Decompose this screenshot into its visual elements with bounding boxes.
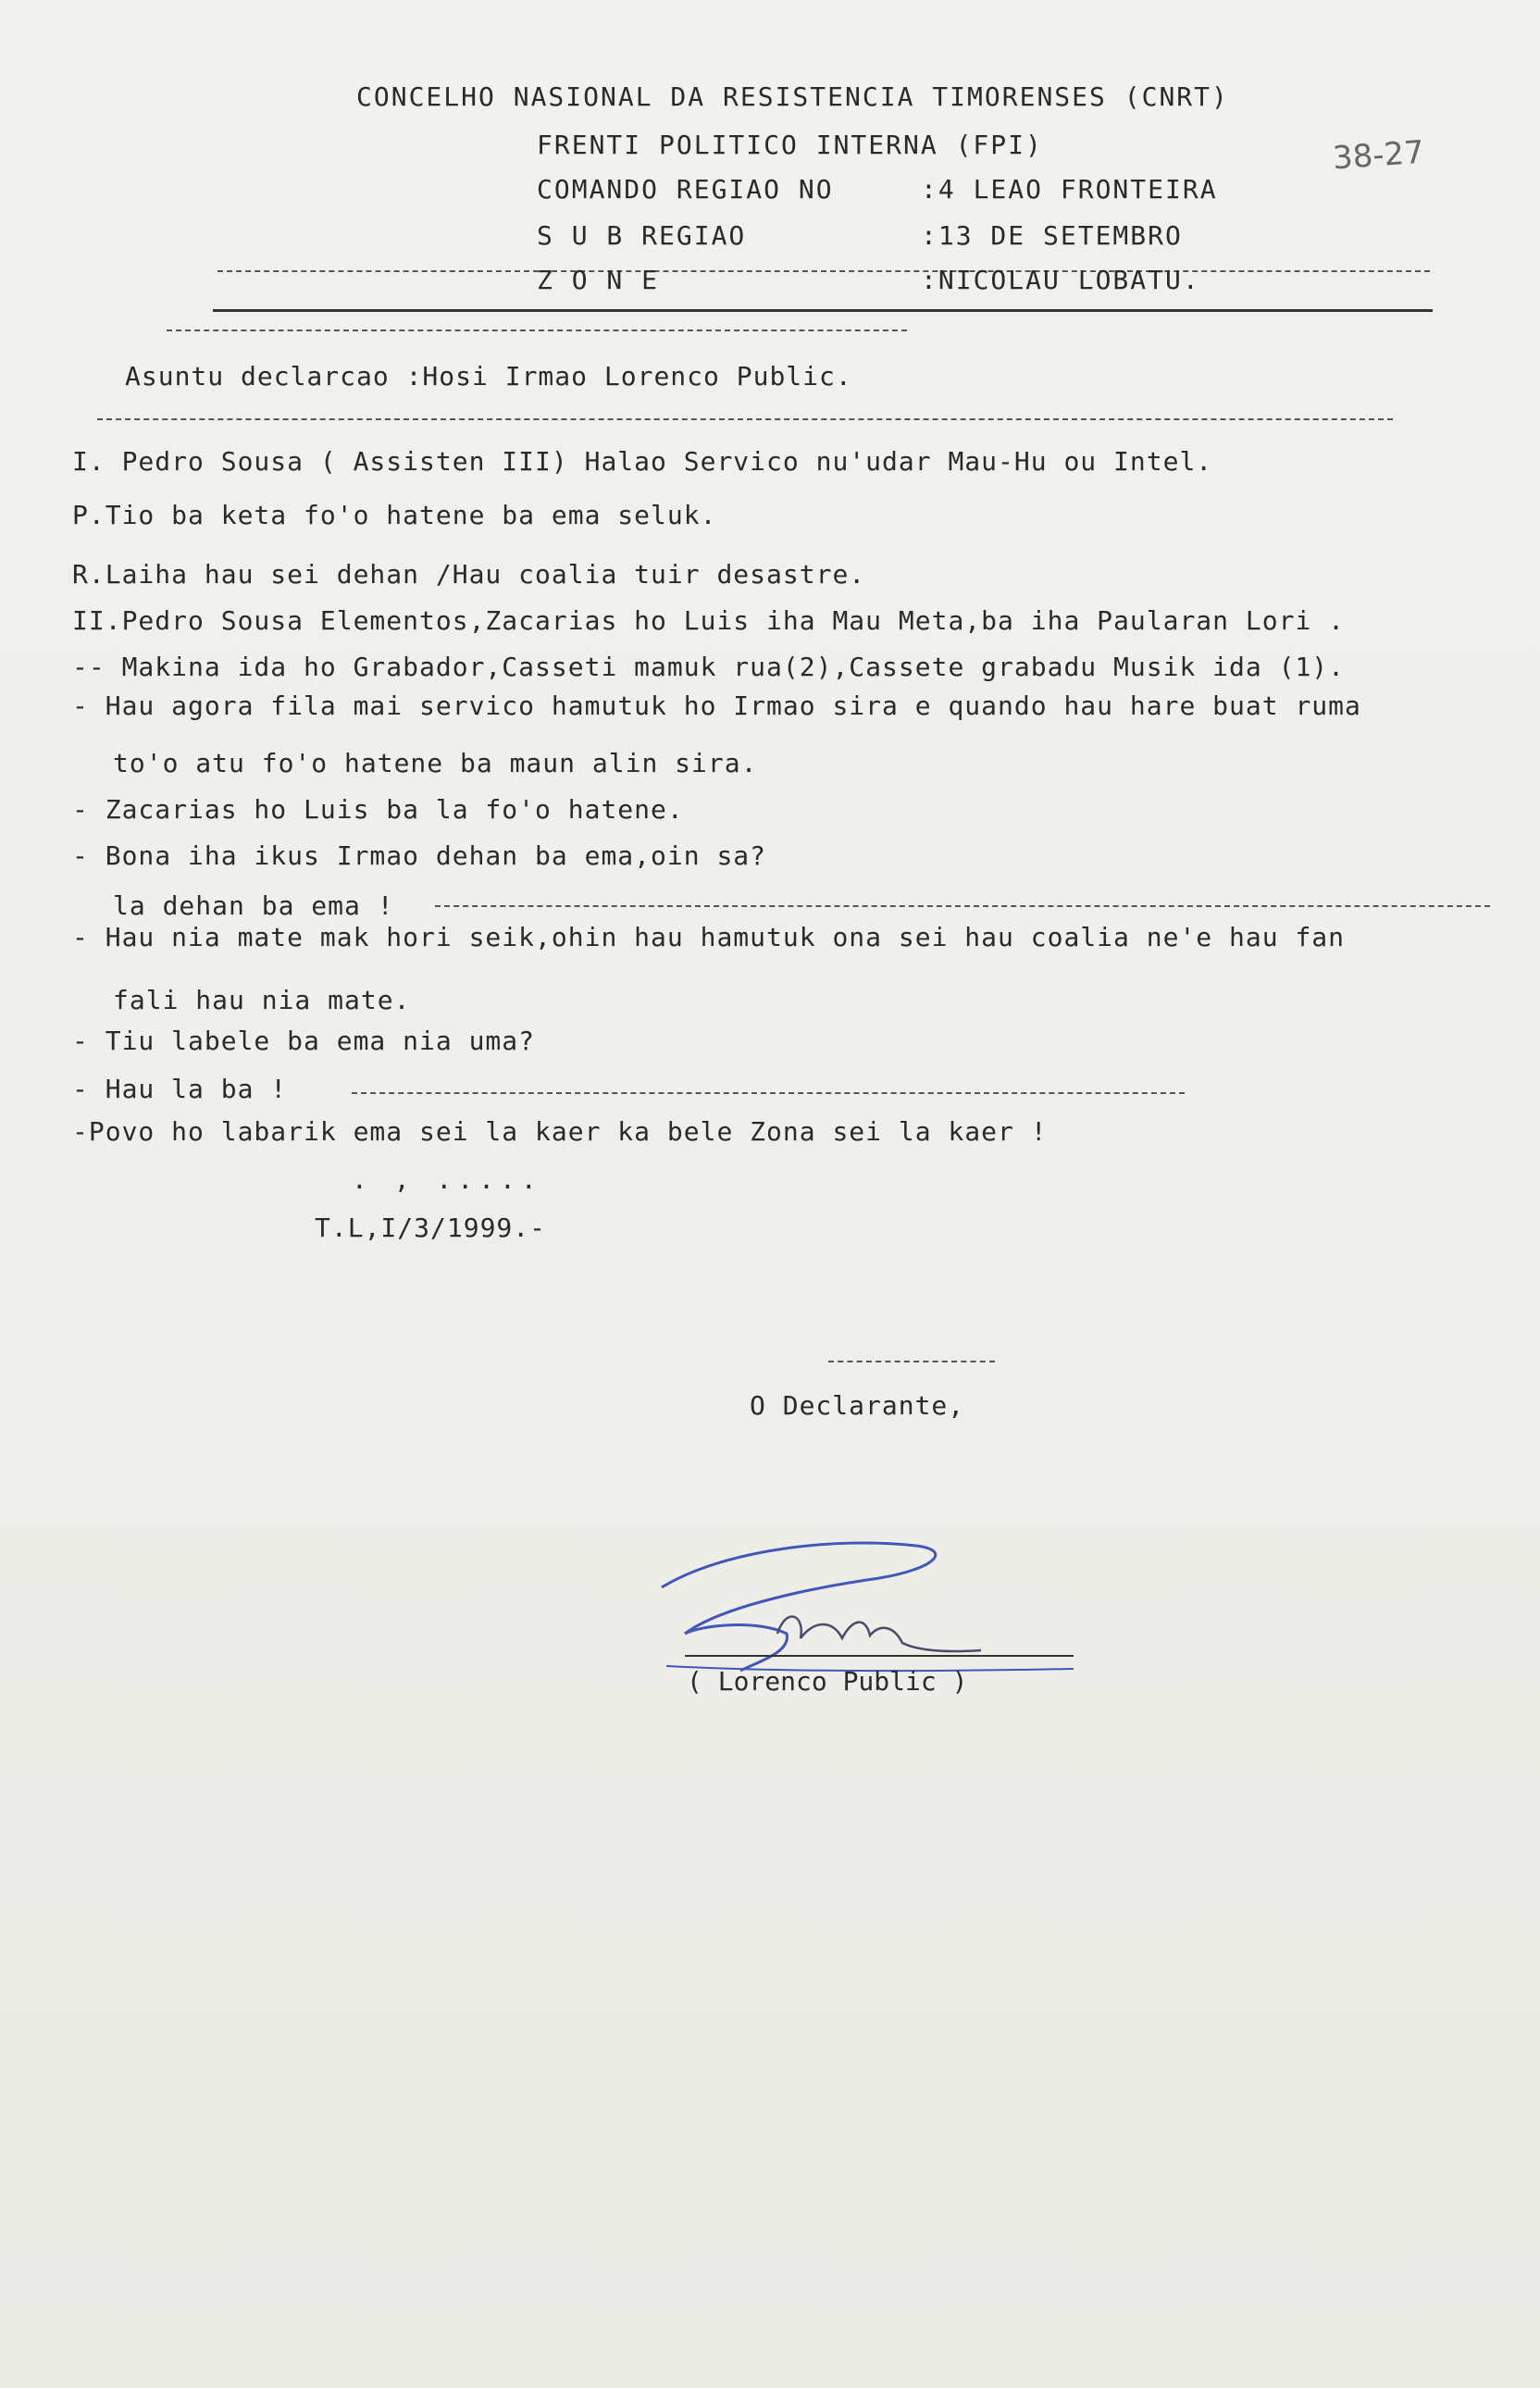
subject-line: Asuntu declarcao :Hosi Irmao Lorenco Public. [125,361,852,392]
header-zone-label: Z O N E [537,265,660,295]
body-line: - Zacarias ho Luis ba la fo'o hatene. [72,794,684,825]
body-line: I. Pedro Sousa ( Assisten III) Halao Servico nu'udar Mau-Hu ou Intel. [72,446,1213,477]
divider-dashed [352,1092,1185,1094]
divider-dashed [435,905,1490,907]
header-comando-label: COMANDO REGIAO NO [537,174,834,205]
body-line: - Tiu labele ba ema nia uma? [72,1026,536,1056]
body-line: II.Pedro Sousa Elementos,Zacarias ho Luis iha Mau Meta,ba iha Paularan Lori . [72,605,1346,636]
body-line: -Povo ho labarik ema sei la kaer ka bele Zona sei la kaer ! [72,1116,1048,1147]
header-divider-solid [213,309,1433,312]
body-line: - Hau la ba ! [72,1074,288,1104]
body-line: -- Makina ida ho Grabador,Casseti mamuk rua(2),Cassete grabadu Musik ida (1). [72,652,1346,682]
signature-line [685,1655,1074,1657]
body-line: R.Laiha hau sei dehan /Hau coalia tuir desastre. [72,559,866,590]
header-front: FRENTI POLITICO INTERNA (FPI) [537,130,1043,160]
body-line: P.Tio ba keta fo'o hatene ba ema seluk. [72,500,717,530]
header-sub-label: S U B REGIAO [537,220,747,251]
body-line: to'o atu fo'o hatene ba maun alin sira. [113,748,758,778]
divider-dashed [167,330,907,331]
date-line: T.L,I/3/1999.- [315,1213,547,1243]
body-line: fali hau nia mate. [113,985,411,1015]
header-org: CONCELHO NASIONAL DA RESISTENCIA TIMORENSES (CNRT) [356,81,1229,112]
divider-dashed [97,418,1393,420]
header-zone-value: :NICOLAU LOBATU. [921,265,1200,295]
body-line: - Hau nia mate mak hori seik,ohin hau hamutuk ona sei hau coalia ne'e hau fan [72,922,1346,952]
body-line: - Bona iha ikus Irmao dehan ba ema,oin sa? [72,840,767,871]
header-sub-value: :13 DE SETEMBRO [921,220,1183,251]
header-divider-dashed [217,270,1430,272]
divider-dashed [828,1361,995,1362]
margin-note: 38-27 [1331,133,1426,178]
header-comando-value: :4 LEAO FRONTEIRA [921,174,1218,205]
body-line: - Hau agora fila mai servico hamutuk ho Irmao sira e quando hau hare buat ruma [72,690,1361,721]
body-line: la dehan ba ema ! [113,890,394,921]
declarant-label: O Declarante, [750,1390,965,1421]
dots: . , ..... [352,1164,542,1195]
declarant-name: ( Lorenco Public ) [687,1666,968,1697]
